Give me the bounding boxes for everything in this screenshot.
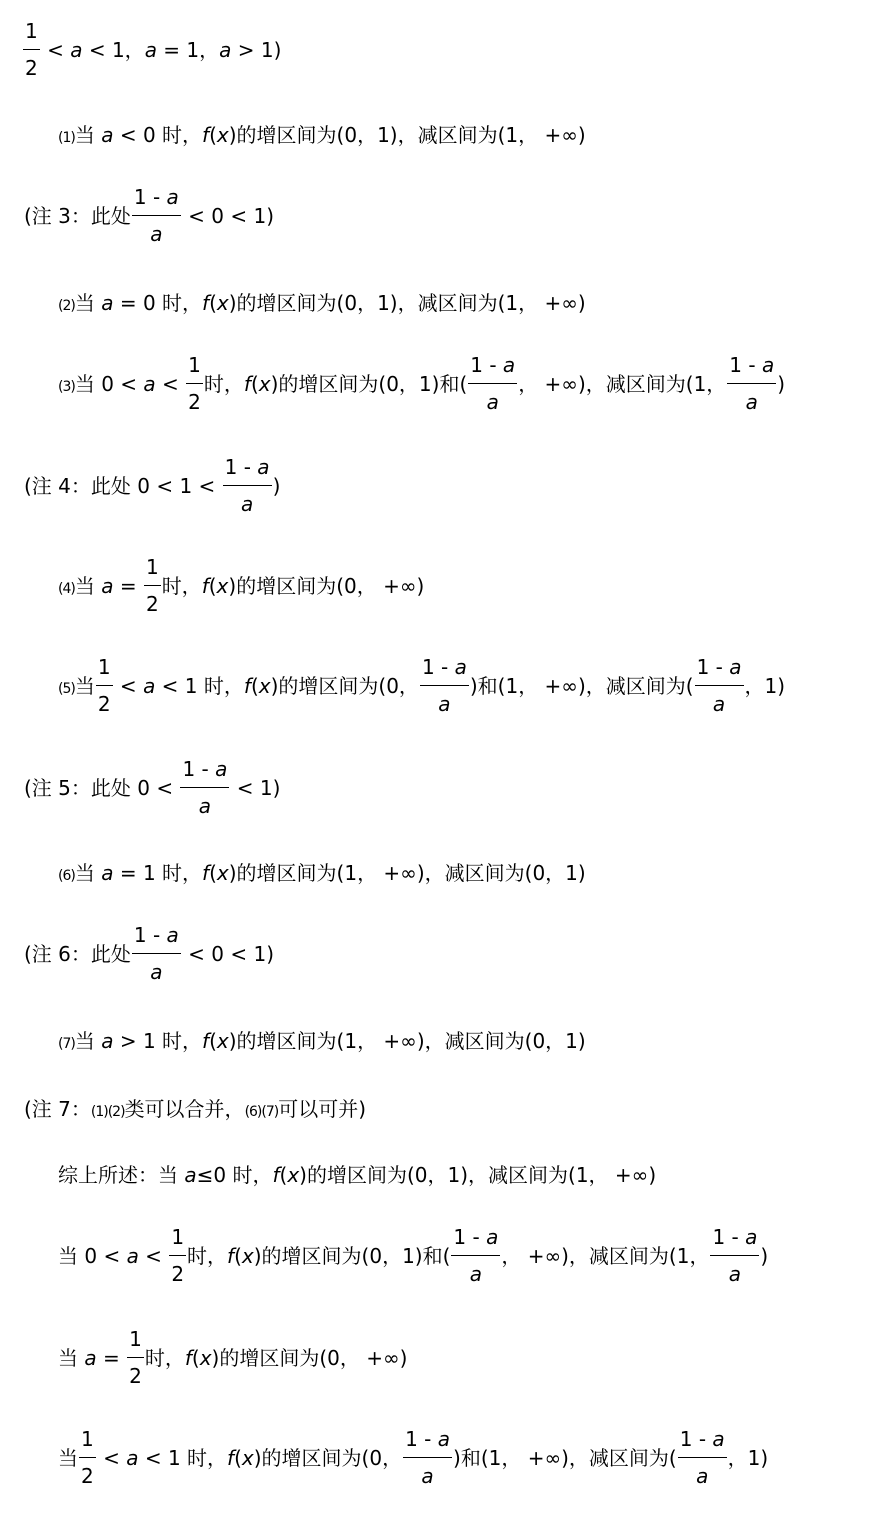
fraction: $\frac{1 - a}{a}$ <box>133 185 179 246</box>
fraction: $\frac{1 - a}{a}$ <box>453 1225 499 1286</box>
fraction: $\frac{1 - a}{a}$ <box>729 353 775 414</box>
case-3: (3)当 0 < a < $\frac{1}{2}$ 时，f(x)的增区间为(0，1)和( $\frac{1 - a}{a}$ ， +∞)，减区间为(1， $\frac{1 - a}{a}$ ) <box>58 353 786 414</box>
case-5: (5)当 $\frac{1}{2}$ < a < 1 时，f(x)的增区间为(0， $\frac{1 - a}{a}$ )和(1， +∞)，减区间为( $\frac{1 - a}{a}$ ，1) <box>58 655 786 716</box>
fraction: $\frac{1}{2}$ <box>97 655 111 716</box>
summary-line-4: 当 $\frac{1}{2}$ < a < 1 时，f(x)的增区间为(0， $\frac{1 - a}{a}$ )和(1， +∞)，减区间为( $\frac{1 - a}{a}$ ，1) <box>58 1427 769 1488</box>
case-7: (7)当 a > 1 时，f(x)的增区间为(1， +∞)，减区间为(0，1) <box>58 1029 586 1053</box>
fraction: $\frac{1 - a}{a}$ <box>712 1225 758 1286</box>
fraction: $\frac{1 - a}{a}$ <box>679 1427 725 1488</box>
fraction: $\frac{1 - a}{a}$ <box>421 655 467 716</box>
note-6: (注 6：此处 $\frac{1 - a}{a}$ < 0 < 1) <box>24 923 275 984</box>
fraction: $\frac{1}{2}$ <box>145 555 159 616</box>
summary-line-3: 当 a = $\frac{1}{2}$ 时，f(x)的增区间为(0， +∞) <box>58 1327 408 1388</box>
summary-line-2: 当 0 < a < $\frac{1}{2}$ 时，f(x)的增区间为(0，1)和( $\frac{1 - a}{a}$ ， +∞)，减区间为(1， $\frac{1 - a}{a}$ ) <box>58 1225 769 1286</box>
note-7: (注 7：(1)(2)类可以合并，(6)(7)可以可并) <box>24 1097 367 1121</box>
note-5: (注 5：此处 0 < $\frac{1 - a}{a}$ < 1) <box>24 757 281 818</box>
summary-line-1: 综上所述：当 a≤0 时，f(x)的增区间为(0，1)，减区间为(1， +∞) <box>58 1163 657 1187</box>
case-4: (4)当 a = $\frac{1}{2}$ 时，f(x)的增区间为(0， +∞) <box>58 555 425 616</box>
fraction: $\frac{1 - a}{a}$ <box>470 353 516 414</box>
case-6: (6)当 a = 1 时，f(x)的增区间为(1， +∞)，减区间为(0，1) <box>58 861 586 885</box>
fraction: $\frac{1 - a}{a}$ <box>182 757 228 818</box>
fraction: $\frac{1 - a}{a}$ <box>405 1427 451 1488</box>
fraction: $\frac{1}{2}$ <box>25 19 38 80</box>
fraction: $\frac{1}{2}$ <box>171 1225 185 1286</box>
note-3: (注 3：此处 $\frac{1 - a}{a}$ < 0 < 1) <box>24 185 275 246</box>
fraction: $\frac{1 - a}{a}$ <box>133 923 179 984</box>
fraction: $\frac{1}{2}$ <box>129 1327 142 1388</box>
note-4: (注 4：此处 0 < 1 < $\frac{1 - a}{a}$ ) <box>24 455 281 516</box>
fraction: $\frac{1}{2}$ <box>81 1427 94 1488</box>
case-2: (2)当 a = 0 时，f(x)的增区间为(0，1)，减区间为(1， +∞) <box>58 291 586 315</box>
case-1: (1)当 a < 0 时，f(x)的增区间为(0，1)，减区间为(1， +∞) <box>58 123 586 147</box>
fraction: $\frac{1 - a}{a}$ <box>224 455 270 516</box>
fraction: $\frac{1}{2}$ <box>188 353 201 414</box>
condition-line: $\frac{1}{2}$ < a < 1，a = 1，a > 1) <box>25 19 282 80</box>
fraction: $\frac{1 - a}{a}$ <box>696 655 742 716</box>
